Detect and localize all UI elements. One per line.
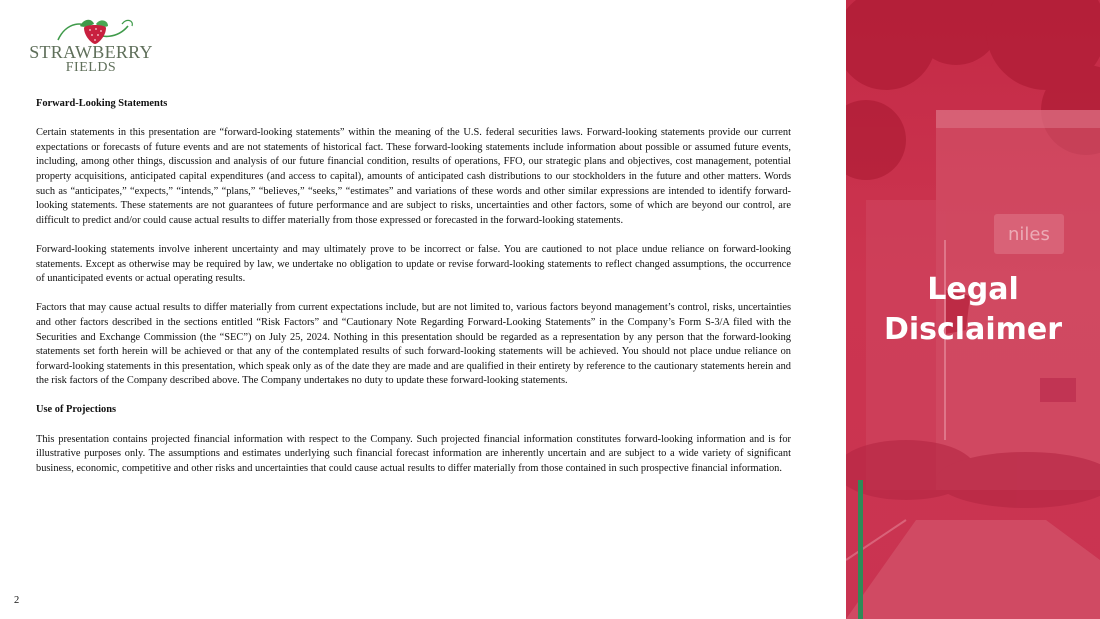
- strawberry-fields-logo: [26, 16, 154, 78]
- paragraph-forward-looking-1: Certain statements in this presentation are “forward-looking statements” within the meaning of the U.S. federal securities laws. Forward-looking statements provide our current expectations or forecasts of future events and are not statements of historical fact. These forward-looking statements include information about possible or assumed future events, including, among other things, discussion and analysis of our future financial condition, results of operations, FFO, our strategic plans and objectives, cost management, potential property acquisitions, anticipated capital expenditures (and access to capital), amounts of anticipated cash distributions to our stockholders in the future and other matters. Words such as “anticipates,” “expects,” “intends,” “plans,” “believes,” “seeks,” “estimates” and variations of these words and other similar expressions are intended to identify forward-looking statements. These statements are not guarantees of future performance and are subject to risks, uncertainties and other factors, some of which are beyond our control, are difficult to predict and/or could cause actual results to differ materially from those expressed or forecasted in the forward-looking statements.: [36, 127, 791, 226]
- title-line-disclaimer: Disclaimer: [883, 312, 1063, 347]
- paragraph-forward-looking-3: Factors that may cause actual results to differ materially from current expectations include, but are not limited to, various factors beyond management’s control, risks, uncertainties and other factors described in the sections entitled “Risk Factors” and “Cautionary Note Regarding Forward-Looking Statements” in the Company’s Form S-3/A filed with the Securities and Exchange Commission (the “SEC”) on July 25, 2024. Nothing in this presentation should be regarded as a representation by any person that the forward-looking statements set forth herein will be achieved or that any of the contemplated results of such forward-looking statements will be achieved. You should not place undue reliance on forward-looking statements in this presentation, which speak only as of the date they are made and are qualified in their entirety by reference to the cautionary statements herein and the risk factors of the Company described above. The Company undertakes no duty to update these forward-looking statements.: [36, 302, 791, 387]
- page-number: 2: [14, 595, 20, 606]
- building-sign-text: niles: [1008, 224, 1050, 245]
- logo-wordmark-fields: FIELDS: [65, 60, 117, 75]
- accent-bar: [858, 480, 863, 619]
- disclaimer-body: [36, 97, 791, 491]
- section-heading-projections: Use of Projections: [36, 404, 117, 416]
- side-panel: [846, 0, 1100, 619]
- legal-disclaimer-title: [846, 270, 1100, 350]
- paragraph-forward-looking-2: Forward-looking statements involve inherent uncertainty and may ultimately prove to be incorrect or false. You are cautioned to not place undue reliance on forward-looking statements. Except as otherwise may be required by law, we undertake no obligation to update or revise forward-looking statements to reflect changed assumptions, the occurrence of unanticipated events or actual operating results.: [36, 243, 791, 285]
- logo-wordmark-strawberry: STRAWBERRY: [29, 42, 153, 62]
- section-heading-forward-looking: Forward-Looking Statements: [36, 98, 168, 109]
- paragraph-projections-1: This presentation contains projected financial information with respect to the Company. Such projected financial information constitutes forward-looking information and is for illustrative purposes only. The assumptions and estimates underlying such financial forecast information are inherently uncertain and are subject to a wide variety of significant business, economic, competitive and other risks and uncertainties that could cause actual results to differ materially from those contained in such prospective financial information.: [36, 433, 791, 474]
- title-line-legal: Legal: [927, 272, 1019, 307]
